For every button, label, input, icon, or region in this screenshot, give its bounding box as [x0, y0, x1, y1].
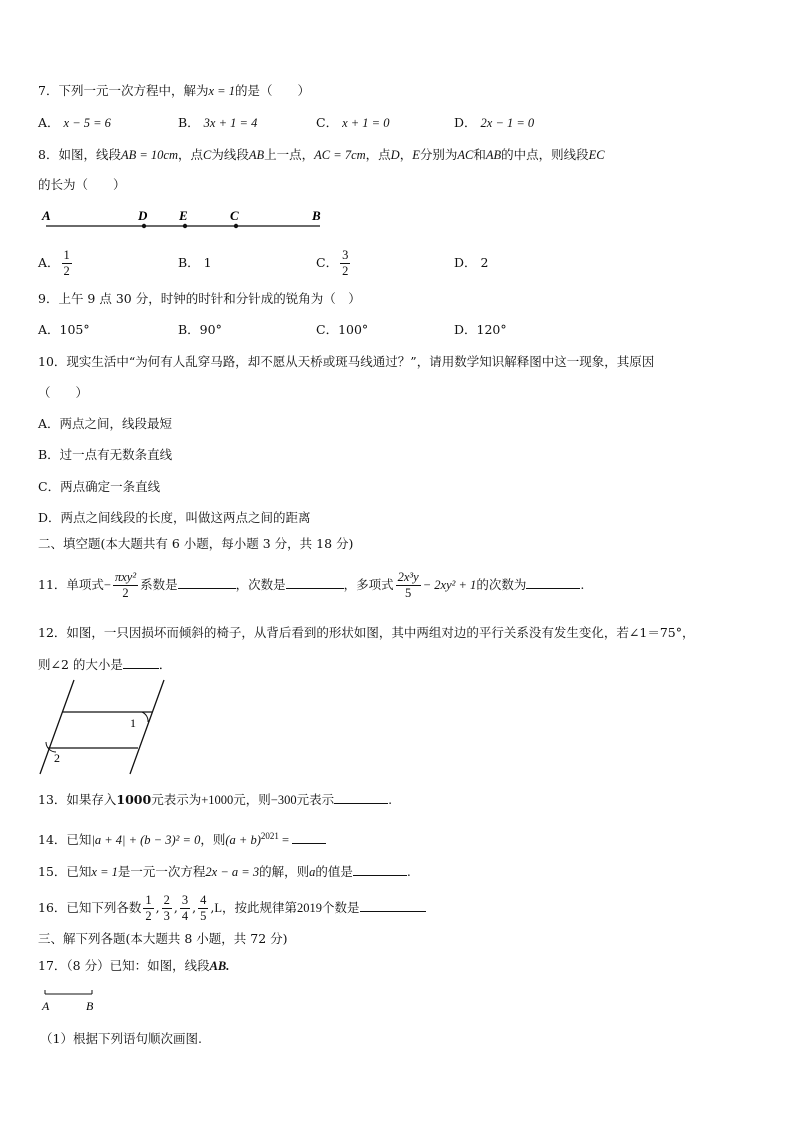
- q15-a: a: [309, 865, 316, 879]
- q11-den2: 5: [405, 586, 412, 600]
- q7-option-d: [454, 114, 534, 132]
- q14-line: [38, 827, 326, 849]
- q7-option-b: [178, 114, 257, 132]
- q8-line2: 的长为（ ）: [38, 177, 126, 192]
- section-2-heading: 二、填空题(本大题共有 6 小题，每小题 3 分，共 18 分): [38, 536, 354, 551]
- q16-comma: ,: [155, 900, 160, 915]
- section-3-heading: 三、解下列各题(本大题共 8 小题，共 72 分): [38, 931, 288, 946]
- q17-stem: [38, 957, 229, 975]
- q10-option-a: A．两点之间，线段最短: [38, 416, 173, 431]
- q8-option-c: [316, 246, 352, 280]
- q17-label-b: B: [86, 999, 94, 1013]
- q11-p5: 的次数为: [476, 577, 527, 592]
- q16-n: 2019: [297, 901, 322, 915]
- q8-point-e: [183, 224, 187, 228]
- q12-line2b: ．: [158, 657, 172, 672]
- q12-line2: [38, 655, 171, 674]
- q7-b-val: 3x + 1 = 4: [203, 116, 258, 130]
- q15-p3: 的解，则: [259, 864, 310, 879]
- q8-label-c: C: [230, 208, 239, 223]
- q8-b-val: 1: [203, 255, 212, 270]
- q15-p1: 15．已知: [38, 864, 92, 879]
- q9-stem: 9．上午 9 点 30 分，时钟的时针和分针成的锐角为（ ）: [38, 291, 361, 306]
- q11-rest: − 2xy² + 1: [422, 578, 477, 592]
- q8-point-c: [234, 224, 238, 228]
- q8-c-frac: [340, 248, 350, 279]
- q13-end: .: [388, 792, 393, 807]
- q7-c-key: C．: [316, 115, 339, 130]
- q9-option-d: D．120°: [454, 322, 507, 337]
- q8-segment-figure: [38, 206, 338, 232]
- q12-blank[interactable]: [123, 655, 159, 669]
- q16-tail: L: [214, 901, 222, 915]
- q16-p2: ，按此规律第: [221, 900, 297, 915]
- q16-comma: ,: [210, 900, 215, 915]
- q16-fraction-den: 3: [163, 909, 170, 923]
- q8-d-val: 2: [480, 255, 489, 270]
- q8-p7: 分别为: [419, 147, 458, 162]
- q9-option-b: B．90°: [178, 322, 222, 337]
- q8-c-key: C．: [316, 255, 339, 270]
- q11-blank-1[interactable]: [178, 575, 236, 589]
- q8-a-num: 1: [63, 248, 70, 262]
- q8-label-b: B: [312, 208, 321, 223]
- q13-p1: 13．如果存入: [38, 792, 117, 807]
- q8-p8: 和: [473, 147, 486, 162]
- q17-ab: AB.: [209, 959, 230, 973]
- q12-line2a: 则∠2 的大小是: [38, 657, 123, 672]
- q14-exp: 2021: [260, 831, 279, 841]
- q16-fraction-num: 2: [163, 893, 170, 907]
- q12-label-2: 2: [54, 751, 60, 765]
- q8-p4: 上一点，: [264, 147, 315, 162]
- q16-fraction: [162, 893, 172, 924]
- q7-a-key: A．: [38, 115, 60, 130]
- q10-option-c: C．两点确定一条直线: [38, 479, 161, 494]
- q16-fraction: [180, 893, 190, 924]
- q8-label-a: A: [42, 208, 51, 223]
- q8-ac2: AC: [457, 148, 474, 162]
- q7-stem: [38, 82, 310, 100]
- q8-b-key: B．: [178, 255, 200, 270]
- q8-stem: [38, 146, 605, 164]
- q16-fraction-num: 3: [181, 893, 189, 907]
- q16-fraction: [198, 893, 208, 924]
- q15-blank[interactable]: [353, 862, 407, 876]
- q8-option-b: [178, 254, 212, 272]
- q7-a-val: x − 5 = 6: [63, 116, 111, 130]
- q16-p3: 个数是: [322, 900, 360, 915]
- q16-comma: ,: [173, 900, 178, 915]
- q11-blank-3[interactable]: [526, 575, 580, 589]
- q8-ec: EC: [588, 148, 605, 162]
- q8-option-d: [454, 254, 488, 272]
- q13-line: [38, 790, 392, 809]
- q10-stem: 10．现实生活中“为何有人乱穿马路，却不愿从天桥或斑马线通过？”，请用数学知识解释图中这一现象，其原因: [38, 354, 655, 369]
- q16-p1: 16．已知下列各数: [38, 900, 142, 915]
- q13-v1: +1000: [201, 793, 234, 807]
- q11-num2: 2x³y: [397, 570, 419, 584]
- q17-label-a: A: [42, 999, 50, 1013]
- q8-p2: ，点: [178, 147, 204, 162]
- q8-p6: ，: [399, 147, 413, 162]
- q8-a-den: 2: [63, 264, 70, 278]
- q16-comma: ,: [192, 900, 197, 915]
- q8-p9: 的中点，则线段: [501, 147, 589, 162]
- q7-d-key: D．: [454, 115, 477, 130]
- q15-p4: 的值是: [315, 864, 353, 879]
- q11-p2: 系数是: [140, 577, 178, 592]
- q11-line: [38, 566, 584, 604]
- q12-label-1: 1: [130, 716, 136, 730]
- q7-condition: x = 1: [208, 84, 235, 98]
- q15-cond: x = 1: [91, 865, 118, 879]
- q8-ab2: AB: [248, 148, 265, 162]
- q8-label-d: D: [138, 208, 148, 223]
- q7-c-val: x + 1 = 0: [342, 116, 390, 130]
- q15-eqn: 2x − a = 3: [205, 865, 260, 879]
- q8-label-e: E: [179, 208, 188, 223]
- q15-line: [38, 862, 411, 881]
- q8-p5: ，点: [365, 147, 391, 162]
- q13-p4: 元表示: [296, 792, 335, 807]
- q8-a-frac: [62, 248, 72, 279]
- q13-p2: 元表示为: [151, 792, 202, 807]
- q11-p1: 11．单项式: [38, 577, 104, 592]
- q16-fraction-den: 4: [181, 909, 189, 923]
- q13-p3: 元，则: [233, 792, 271, 807]
- q10-option-d: D．两点之间线段的长度，叫做这两点之间的距离: [38, 510, 311, 525]
- q11-frac2: [396, 570, 421, 601]
- q7-option-a: [38, 114, 111, 132]
- q16-line: [38, 889, 426, 927]
- q8-c-num: 3: [342, 248, 349, 262]
- q16-fraction-num: 1: [145, 893, 152, 907]
- q7-stem-text: 7．下列一元一次方程中，解为: [38, 83, 209, 98]
- q8-ab: AB = 10cm: [120, 148, 178, 162]
- q11-num1: πxy²: [114, 570, 137, 584]
- q9-option-a: A．105°: [38, 322, 90, 337]
- q11-frac1: [113, 570, 138, 601]
- q11-end: .: [580, 577, 585, 592]
- q8-e: E: [412, 148, 420, 162]
- q8-option-a: [38, 246, 74, 280]
- q15-end: .: [406, 864, 411, 879]
- q9-option-c: C．100°: [316, 322, 369, 337]
- q8-p1: 8．如图，线段: [38, 147, 121, 162]
- q16-blank[interactable]: [360, 898, 426, 912]
- q14-expr2: (a + b): [225, 833, 261, 848]
- q17-sub1: （1）根据下列语句顺次画图.: [40, 1031, 202, 1046]
- q8-d: D: [390, 148, 400, 162]
- q7-b-key: B．: [178, 115, 200, 130]
- q12-chair-figure: [36, 678, 170, 778]
- q8-c: C: [203, 148, 212, 162]
- q13-blank[interactable]: [334, 790, 388, 804]
- q16-fraction-num: 4: [200, 893, 207, 907]
- q10-option-b: B．过一点有无数条直线: [38, 447, 173, 462]
- q7-tail: 的是（ ）: [234, 83, 310, 98]
- q7-option-c: [316, 114, 389, 132]
- q8-ac: AC = 7cm: [314, 148, 366, 162]
- q8-point-d: [142, 224, 146, 228]
- q11-blank-2[interactable]: [286, 575, 344, 589]
- q14-p1: 14．已知: [38, 832, 92, 848]
- q11-p4: ，多项式: [343, 577, 394, 592]
- q13-v2: −300: [270, 793, 297, 807]
- q17-stem-text: 17．（8 分）已知：如图，线段: [38, 958, 210, 973]
- q8-d-key: D．: [454, 255, 477, 270]
- q14-p2: ，则: [200, 832, 226, 848]
- q16-fraction-den: 5: [200, 909, 207, 923]
- q14-eq: =: [278, 833, 293, 848]
- q8-p3: 为线段: [211, 147, 249, 162]
- q8-a-key: A．: [38, 255, 60, 270]
- q16-fraction: [143, 893, 153, 924]
- q11-minus: −: [103, 578, 111, 592]
- q12-angle1-arc: [142, 712, 148, 722]
- q12-line1: 12．如图，一只因损坏而倾斜的椅子，从背后看到的形状如图，其中两组对边的平行关系没有发生变化，若∠1＝75°，: [38, 625, 695, 640]
- q16-fractions: [141, 893, 215, 923]
- q11-den1: 2: [122, 586, 129, 600]
- q7-d-val: 2x − 1 = 0: [480, 116, 535, 130]
- q14-blank[interactable]: [292, 830, 326, 844]
- q8-ab3: AB: [485, 148, 502, 162]
- q13-n1: 1000: [116, 792, 152, 807]
- q11-p3: ，次数是: [235, 577, 286, 592]
- q8-c-den: 2: [342, 264, 349, 278]
- q14-expr: |a + 4| + (b − 3)² = 0: [91, 833, 201, 848]
- q17-segment-figure: [40, 986, 110, 1014]
- q15-p2: 是一元一次方程: [117, 864, 206, 879]
- q10-paren: （ ）: [38, 385, 89, 400]
- q16-fraction-den: 2: [145, 909, 152, 923]
